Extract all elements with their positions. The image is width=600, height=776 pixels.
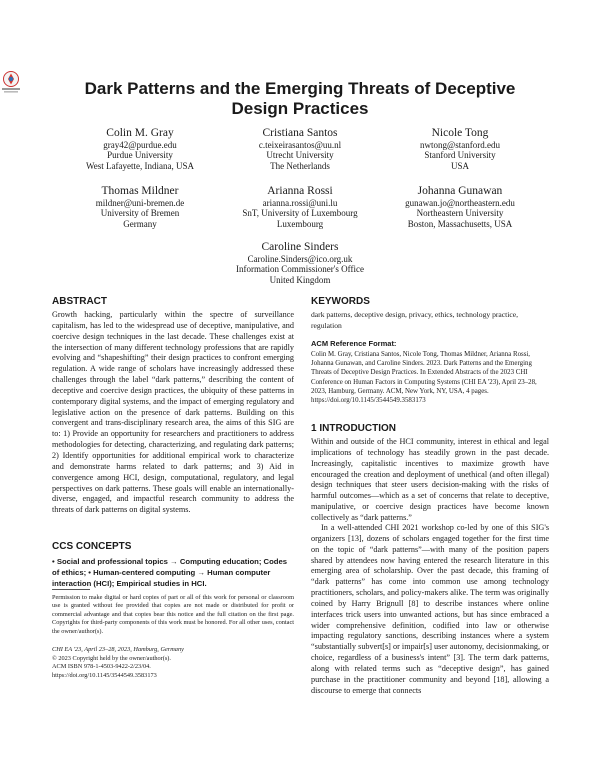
author-location: Germany: [123, 218, 157, 229]
introduction-paragraph-1: Within and outside of the HCI community, interest in ethical and legal implications of technology has steadily grown in the past decade. Increasingly, capitalistic incentives to maximize growth have encouraged the creation and deployment of unethical (and often illegal) design techniques that steer users decision-making with the risks of harmful outcomes—which as a set of concerns that relate to deceptive, manipulative, or coercive design practices have become known collectively as “dark patterns.”: [311, 437, 549, 522]
footnote-divider: [52, 589, 90, 590]
author-email: nwtong@stanford.edu: [419, 140, 501, 150]
introduction-paragraph-2: In a well-attended CHI 2021 workshop co-led by one of this SIG's organizers [13], dozens of scholars engaged together for the first time on the topic of “dark patterns”—with many of the position papers shared by attendees now having entered the research literature in this emerging area of scholarship. Over the past decade, this framing of “dark patterns” has come into common use among technology practitioners, scholars, and policy-makers alike. The term was originally coined by Harry Brignull [8] to describe instances where online interfaces trick users into unwanted actions, but has since embraced a wider comprehensive definition, codified into law or otherwise impacting regulatory sanctions, describing instances where a system “substantially subvert[s] or impair[s] user autonomy, decisionmaking, or choice, regardless of a business's intent” [3]. The term dark patterns, along with related terms such as “deceptive design”, has gained purchase in the practitioner community and beyond [18], allowing a discourse to emerge that connects: [311, 523, 549, 695]
abstract-heading: ABSTRACT: [52, 296, 107, 307]
author-block: [65, 126, 215, 171]
acm-reference-text: Colin M. Gray, Cristiana Santos, Nicole Tong, Thomas Mildner, Arianna Rossi, Johanna Gunawan, and Caroline Sinders. 2023. Dark Patterns and the Emerging Threats of Deceptive Design Practices. In Extended Abstracts of the 2023 CHI Conference on Human Factors in Computing Systems (CHI EA '23), April 23–28, 2023, Hamburg, Germany. ACM, New York, NY, USA, 4 pages. https://doi.org/10.1145/3544549.3583173: [311, 351, 537, 405]
author-affiliation: University of Bremen: [100, 208, 180, 219]
author-location: Luxembourg: [276, 218, 324, 229]
author-block: [60, 184, 220, 229]
author-email: mildner@uni-bremen.de: [95, 198, 185, 208]
author-email: arianna.rossi@uni.lu: [262, 198, 338, 208]
author-location: West Lafayette, Indiana, USA: [86, 160, 194, 171]
ccs-heading: CCS CONCEPTS: [52, 541, 132, 552]
acm-reference-heading: ACM Reference Format:: [311, 339, 397, 348]
chi-badge-icon: [0, 70, 22, 94]
ccs-concepts: • Social and professional topics → Computing education; Codes of ethics; • Human-centered computing → Human computer interaction (HCI); Empirical studies in HCI.: [52, 557, 288, 588]
isbn-line: ACM ISBN 978-1-4503-9422-2/23/04.: [52, 663, 151, 670]
author-email: c.teixeirasantos@uu.nl: [258, 140, 342, 150]
author-name: Thomas Mildner: [101, 185, 179, 197]
author-block: [220, 184, 380, 229]
author-email: gunawan.jo@northeastern.edu: [405, 198, 515, 208]
author-block: [375, 184, 545, 229]
keywords-heading: KEYWORDS: [311, 296, 370, 307]
doi-link[interactable]: https://doi.org/10.1145/3544549.3583173: [52, 671, 157, 679]
keywords-text: dark patterns, deceptive design, privacy, ethics, technology practice, regulation: [311, 310, 518, 330]
author-location: United Kingdom: [269, 274, 331, 285]
author-block: [210, 240, 390, 285]
author-name: Arianna Rossi: [267, 185, 333, 197]
venue-line: CHI EA '23, April 23–28, 2023, Hamburg, Germany: [52, 646, 184, 653]
permission-notice: Permission to make digital or hard copies of part or all of this work for personal or classroom use is granted without fee provided that copies are not made or distributed for profit or commercial advantage and that copies bear this notice and the full citation on the first page. Copyrights for third-party components of this work must be honored. For all other uses, contact the owner/author(s).: [52, 594, 294, 635]
author-email: gray42@purdue.edu: [103, 140, 177, 150]
abstract-text: Growth hacking, particularly within the spectre of surveillance capitalism, has led to the widespread use of deceptive, manipulative, and coercive design techniques in the last decade. These challenges exist at the intersection of many different technology professions that are rapidly evolving and “shapeshifting” their design practices to confront emerging regulation. A wide range of scholars have increasingly addressed these challenges through the label “dark patterns,” describing the content of deceptive and coercive design practices, the ubiquity of these patterns in contemporary digital systems, and the impact of emerging regulatory and legislative action on the presence of dark patterns. Building on this convergent and trans-disciplinary research area, the aims of this SIG are to: 1) Provide an opportunity for researchers and practitioners to address methodologies for detecting, characterizing, and regulating dark patterns; 2) Identify opportunities for additional empirical work to characterize and demonstrate harms related to dark patterns; and 3) Aid in convergence among HCI, design, computational, regulatory, and legal perspectives on dark patterns. These goals will enable an internationally-diverse, engaged, and impactful research community to address the threats of dark patterns on digital systems.: [52, 310, 294, 515]
author-name: Johanna Gunawan: [417, 185, 503, 197]
author-location: USA: [450, 160, 469, 171]
author-location: Boston, Massachusetts, USA: [407, 218, 513, 229]
author-affiliation: Information Commissioner's Office: [236, 264, 364, 275]
copyright-line: © 2023 Copyright held by the owner/author(s).: [52, 654, 171, 662]
paper-title: Dark Patterns and the Emerging Threats of Deceptive Design Practices: [84, 79, 516, 118]
author-name: Nicole Tong: [431, 127, 489, 139]
author-block: [225, 126, 375, 171]
introduction-heading: 1 INTRODUCTION: [311, 423, 396, 434]
author-location: The Netherlands: [270, 160, 330, 171]
author-block: [385, 126, 535, 171]
author-name: Cristiana Santos: [262, 127, 338, 139]
author-email: Caroline.Sinders@ico.org.uk: [247, 254, 353, 264]
author-affiliation: Purdue University: [107, 150, 173, 161]
author-affiliation: Northeastern University: [416, 208, 504, 219]
author-affiliation: Utrecht University: [266, 150, 334, 161]
author-name: Colin M. Gray: [106, 127, 174, 139]
author-name: Caroline Sinders: [261, 241, 339, 253]
author-affiliation: SnT, University of Luxembourg: [242, 208, 358, 219]
author-affiliation: Stanford University: [424, 150, 496, 161]
